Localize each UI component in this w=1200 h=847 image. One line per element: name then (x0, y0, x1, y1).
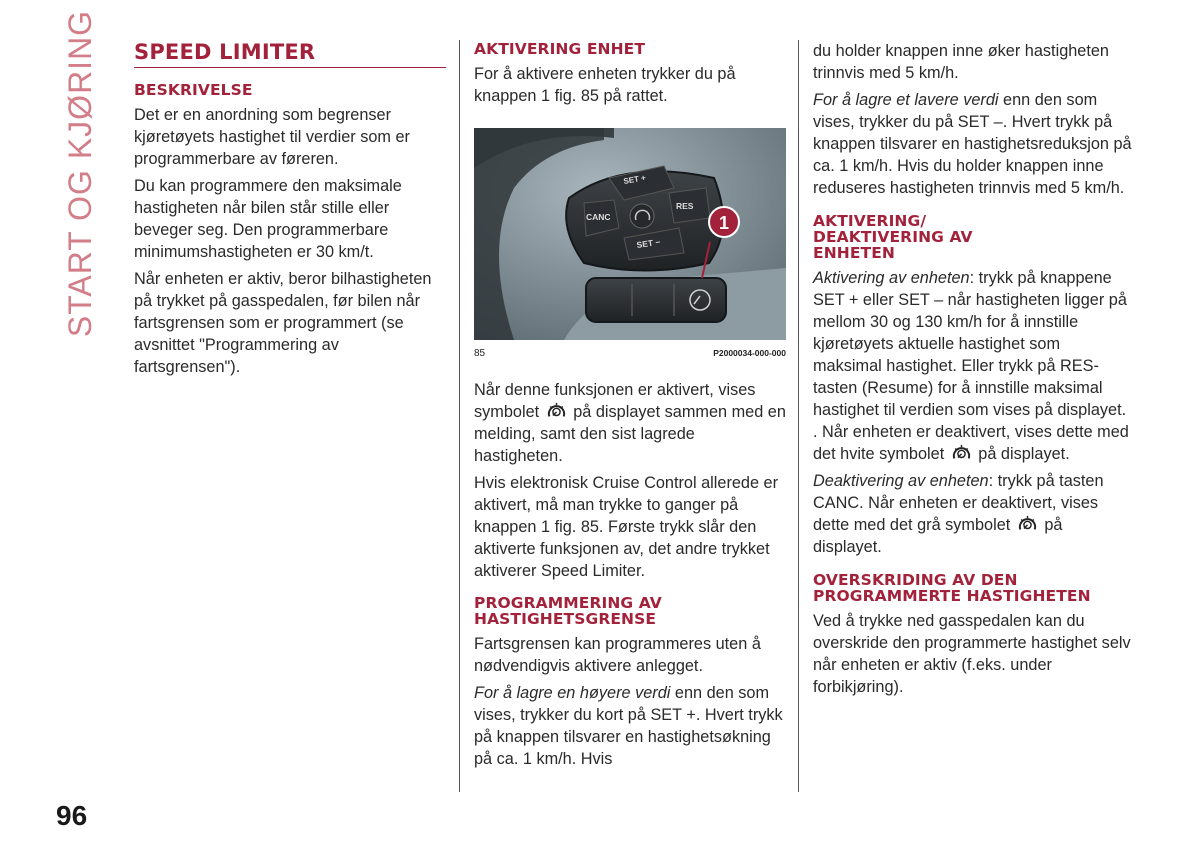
paragraph: For å aktivere enheten trykker du på knappen 1 fig. 85 på rattet. (474, 65, 736, 105)
paragraph: Ved å trykke ned gasspedalen kan du overskride den programmerte hastighet selv når enheten er aktiv (f.eks. under forbikjøring). (813, 612, 1131, 696)
figure-caption (474, 348, 786, 359)
heading-aktivering-enhet: AKTIVERING ENHET (474, 40, 646, 58)
figure-number: 85 (474, 348, 486, 359)
text: på displayet sammen med en melding, samt den sist lagrede hastigheten. (474, 403, 786, 465)
column-divider (798, 40, 799, 792)
res-label: RES (676, 201, 694, 211)
callout-number: 1 (718, 213, 730, 233)
figure-code: P2000034-000-000 (713, 348, 786, 358)
paragraph (474, 682, 786, 770)
text: enn den som vises, trykker du kort på SET +. Hvert trykk på knappen tilsvarer en hastighetsøkning på ca. 1 km/h. Hvis (474, 684, 783, 768)
speed-limiter-grey-icon (1017, 515, 1038, 533)
text: enn den som vises, trykker du på SET –. Hvert trykk på knappen tilsvarer en hastighetsreduksjon på ca. 1 km/h. Hvis du holder knappen inne reduseres hastigheten trinnvis med 5 km/h. (813, 91, 1132, 197)
steering-wheel-illustration (474, 128, 786, 340)
heading-beskrivelse: BESKRIVELSE (134, 81, 253, 99)
page-title: SPEED LIMITER (134, 40, 446, 68)
text: : trykk på tasten CANC. Når enheten er deaktivert, vises dette med det grå symbolet (813, 472, 1104, 534)
paragraph: Hvis elektronisk Cruise Control allerede er aktivert, må man trykke to ganger på knappen 1 fig. 85. Første trykk slår den aktiverte funksjonen av, det andre trykket aktiverer Speed Limiter. (474, 474, 779, 580)
speed-limiter-icon (546, 402, 567, 420)
column-3 (813, 40, 1133, 703)
heading-programmering: PROGRAMMERING AV HASTIGHETSGRENSE (474, 594, 662, 628)
paragraph: Når enheten er aktiv, beror bilhastigheten på trykket på gasspedalen, før bilen når fartsgrensen som er programmert (se avsnittet "Programmering av fartsgrensen"). (134, 270, 432, 376)
paragraph (813, 267, 1133, 465)
text: på displayet. (978, 445, 1070, 463)
column-2 (474, 40, 786, 775)
emphasis: Deaktivering av enheten (813, 472, 989, 490)
page-number: 96 (56, 800, 88, 831)
heading-aktivering-deaktivering: AKTIVERING/ DEAKTIVERING AV ENHETEN (813, 212, 973, 262)
column-divider (459, 40, 460, 792)
emphasis: Aktivering av enheten (813, 269, 970, 287)
heading-overskriding: OVERSKRIDING AV DEN PROGRAMMERTE HASTIGHETEN (813, 571, 1091, 605)
paragraph: Fartsgrensen kan programmeres uten å nødvendigvis aktivere anlegget. (474, 635, 761, 675)
paragraph: du holder knappen inne øker hastigheten trinnvis med 5 km/h. (813, 42, 1109, 82)
paragraph (813, 470, 1133, 558)
text: på displayet. (813, 516, 1063, 556)
paragraph (813, 89, 1133, 199)
paragraph (474, 379, 786, 467)
speed-limiter-white-icon (951, 444, 972, 462)
steering-wheel-figure (474, 128, 786, 340)
sidebar-section-title (58, 9, 104, 337)
set-plus-label: SET + (622, 173, 647, 186)
set-minus-label: SET − (635, 236, 661, 250)
text: Når denne funksjonen er aktivert, vises symbolet (474, 381, 756, 421)
paragraph: Det er en anordning som begrenser kjøretøyets hastighet til verdier som er programmerbare av føreren. (134, 106, 410, 168)
column-1 (134, 40, 446, 383)
text: : trykk på knappene SET + eller SET – når hastigheten ligger på mellom 30 og 130 km/h for å innstille kjøretøyets aktuelle hastighet som maksimal hastighet. Eller trykk på RES-tasten (Resume) for å innstille maksimal hastighet til verdien som vises på displayet. . Når enheten er deaktivert, vises dette med det hvite symbolet (813, 269, 1129, 463)
canc-label: CANC (586, 212, 611, 222)
sidebar-section-title-text: START OG KJØRING (62, 9, 99, 337)
emphasis: For å lagre en høyere verdi (474, 684, 671, 702)
emphasis: For å lagre et lavere verdi (813, 91, 999, 109)
paragraph: Du kan programmere den maksimale hastigheten når bilen står stille eller beveger seg. Den programmerbare minimumshastigheten er 30 km/t. (134, 177, 402, 261)
